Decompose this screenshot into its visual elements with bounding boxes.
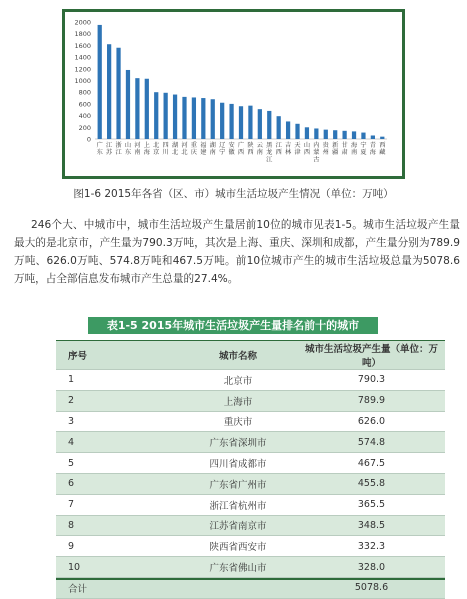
city-cell: 四川省成都市 <box>178 453 298 474</box>
y-tick-label: 2000 <box>74 18 91 27</box>
rank-cell: 4 <box>56 432 178 453</box>
x-tick-label: 江 <box>106 142 113 149</box>
x-tick-label: 山 <box>124 142 132 149</box>
bar <box>229 104 233 139</box>
body-paragraph: 246个大、中城市中，城市生活垃圾产生量居前10位的城市见表1-5。城市生活垃圾产生量最大的是北京市，产生量为790.3万吨，其次是上海、重庆、深圳和成都，产生量分别为789.9万吨、626.0万吨、574.8万吨和467.5万吨。前10位城市产生的城市生活垃圾总量为5078.6万吨，占全部信息发布城市产生总量的27.4%。 <box>14 219 460 285</box>
y-tick-label: 1200 <box>74 65 91 74</box>
y-tick-label: 1600 <box>74 41 91 50</box>
table-row <box>56 557 445 578</box>
bar <box>164 93 168 139</box>
table-total-row <box>56 577 445 598</box>
x-tick-label: 新 <box>332 142 339 149</box>
amount-cell: 332.3 <box>298 536 445 557</box>
rank-cell: 6 <box>56 473 178 494</box>
bar <box>248 106 252 139</box>
city-cell: 广东省广州市 <box>178 473 298 494</box>
city-cell: 重庆市 <box>178 411 298 432</box>
x-tick-label: 南 <box>256 149 263 157</box>
bar <box>116 48 120 139</box>
x-tick-label: 贵 <box>322 142 329 149</box>
x-tick-label: 川 <box>162 149 169 157</box>
bar <box>239 106 243 139</box>
x-tick-label: 庆 <box>190 149 197 157</box>
header-rank: 序号 <box>56 341 178 370</box>
amount-cell: 328.0 <box>298 557 445 578</box>
bar <box>126 70 130 139</box>
city-cell: 江苏省南京市 <box>178 515 298 536</box>
y-tick-label: 0 <box>86 135 91 144</box>
x-tick-label: 河 <box>181 142 188 149</box>
bar <box>267 111 271 139</box>
x-tick-label: 建 <box>200 149 207 157</box>
x-tick-label: 海 <box>350 142 358 149</box>
bar <box>107 44 111 139</box>
amount-cell: 626.0 <box>298 411 445 432</box>
bar <box>173 95 177 139</box>
bar <box>135 78 139 139</box>
bar <box>371 135 375 139</box>
bar <box>286 121 290 139</box>
city-cell: 北京市 <box>178 370 298 391</box>
bar <box>201 98 205 139</box>
x-tick-label: 苏 <box>106 149 113 157</box>
y-tick-label: 200 <box>78 123 91 132</box>
x-tick-label: 津 <box>294 149 301 157</box>
x-tick-label: 南 <box>209 149 216 157</box>
x-tick-label: 西 <box>303 149 311 157</box>
amount-cell: 789.9 <box>298 390 445 411</box>
x-tick-label: 古 <box>313 156 320 164</box>
x-tick-label: 海 <box>143 149 150 157</box>
header-amount: 城市生活垃圾产生量（单位：万吨） <box>298 341 445 370</box>
amount-cell: 348.5 <box>298 515 445 536</box>
bar <box>380 137 384 139</box>
x-tick-label: 河 <box>134 142 141 149</box>
bar <box>258 109 262 139</box>
city-cell: 广东省深圳市 <box>178 432 298 453</box>
bar-chart-svg <box>65 12 402 176</box>
x-tick-label: 西 <box>275 149 282 157</box>
x-tick-label: 肃 <box>341 149 348 157</box>
amount-cell: 574.8 <box>298 432 445 453</box>
x-tick-label: 北 <box>181 149 188 157</box>
x-tick-label: 上 <box>143 142 150 149</box>
x-tick-label: 黑 <box>266 142 273 149</box>
bar <box>333 130 337 139</box>
x-tick-label: 藏 <box>379 149 386 157</box>
y-tick-label: 1400 <box>74 53 91 62</box>
rank-cell: 7 <box>56 494 178 515</box>
bar <box>342 131 346 139</box>
city-cell: 上海市 <box>178 390 298 411</box>
table-bottom-rule <box>56 578 445 580</box>
table-row <box>56 411 445 432</box>
x-tick-label: 天 <box>294 142 301 149</box>
bar <box>361 133 365 139</box>
x-tick-label: 徽 <box>228 149 235 157</box>
x-tick-label: 江 <box>266 156 273 164</box>
x-tick-label: 州 <box>322 149 329 157</box>
table-row <box>56 473 445 494</box>
bar-chart <box>62 9 405 179</box>
table-row <box>56 432 445 453</box>
x-tick-label: 浙 <box>115 142 122 149</box>
x-tick-label: 内 <box>313 142 320 149</box>
y-tick-label: 600 <box>78 100 91 109</box>
amount-cell: 467.5 <box>298 453 445 474</box>
rank-cell: 5 <box>56 453 178 474</box>
city-cell: 浙江省杭州市 <box>178 494 298 515</box>
bar <box>277 116 281 139</box>
table-row <box>56 453 445 474</box>
x-tick-label: 疆 <box>332 149 339 157</box>
rank-cell: 10 <box>56 557 178 578</box>
x-tick-label: 夏 <box>360 149 367 157</box>
bar <box>220 103 224 139</box>
x-tick-label: 京 <box>153 149 160 157</box>
x-tick-label: 江 <box>115 149 122 157</box>
table-row <box>56 494 445 515</box>
x-tick-label: 山 <box>303 142 311 149</box>
amount-cell: 365.5 <box>298 494 445 515</box>
x-tick-label: 湖 <box>209 142 216 149</box>
bar <box>314 128 318 139</box>
table-row <box>56 370 445 391</box>
bar <box>352 131 356 139</box>
y-tick-label: 1800 <box>74 30 91 39</box>
x-tick-label: 南 <box>134 149 141 157</box>
x-tick-label: 湖 <box>171 142 179 149</box>
x-tick-label: 宁 <box>219 149 226 157</box>
x-tick-label: 陕 <box>247 142 254 149</box>
amount-cell: 790.3 <box>298 370 445 391</box>
x-tick-label: 海 <box>369 149 376 157</box>
x-tick-label: 广 <box>237 142 245 149</box>
bar <box>145 79 149 139</box>
city-cell: 广东省佛山市 <box>178 557 298 578</box>
x-tick-label: 北 <box>153 142 160 149</box>
x-tick-label: 蒙 <box>313 149 320 157</box>
x-tick-label: 青 <box>369 142 376 149</box>
x-tick-label: 云 <box>256 142 263 149</box>
x-tick-label: 东 <box>124 149 132 157</box>
table-title: 表1-5 2015年城市生活垃圾产生量排名前十的城市 <box>88 317 378 334</box>
bar <box>98 25 102 139</box>
x-tick-label: 龙 <box>266 149 273 157</box>
x-tick-label: 北 <box>171 149 179 157</box>
x-tick-label: 吉 <box>285 142 292 149</box>
x-tick-label: 宁 <box>360 142 367 149</box>
x-tick-label: 江 <box>275 142 282 149</box>
x-tick-label: 福 <box>200 142 207 149</box>
bar <box>211 99 215 139</box>
rank-cell: 8 <box>56 515 178 536</box>
rank-cell: 2 <box>56 390 178 411</box>
y-tick-label: 400 <box>78 112 91 121</box>
x-tick-label: 西 <box>237 149 245 157</box>
rank-cell: 9 <box>56 536 178 557</box>
x-tick-label: 辽 <box>219 142 226 149</box>
x-tick-label: 西 <box>247 149 254 157</box>
x-tick-label: 南 <box>350 149 358 157</box>
table-row <box>56 536 445 557</box>
bar <box>182 97 186 139</box>
x-tick-label: 重 <box>190 142 197 149</box>
bar <box>295 124 299 139</box>
bar <box>324 130 328 139</box>
x-tick-label: 安 <box>228 142 235 149</box>
table-header-row <box>56 341 445 370</box>
x-tick-label: 东 <box>96 149 103 157</box>
y-tick-label: 800 <box>78 88 91 97</box>
ranking-table <box>56 341 445 599</box>
x-tick-label: 广 <box>96 142 103 149</box>
amount-cell: 455.8 <box>298 473 445 494</box>
bar <box>154 92 158 139</box>
total-blank-cell <box>178 577 298 598</box>
x-tick-label: 林 <box>285 149 292 157</box>
figure-caption: 图1-6 2015年各省（区、市）城市生活垃圾产生情况（单位：万吨） <box>73 188 394 200</box>
bar <box>192 97 196 139</box>
x-tick-label: 西 <box>379 142 386 149</box>
x-tick-label: 甘 <box>341 142 348 149</box>
city-cell: 陕西省西安市 <box>178 536 298 557</box>
total-label-cell: 合计 <box>56 577 178 598</box>
bar <box>305 127 309 139</box>
rank-cell: 1 <box>56 370 178 391</box>
rank-cell: 3 <box>56 411 178 432</box>
header-city: 城市名称 <box>178 341 298 370</box>
table-row <box>56 515 445 536</box>
y-tick-label: 1000 <box>74 77 91 85</box>
x-tick-label: 四 <box>162 142 169 149</box>
total-amount-cell: 5078.6 <box>298 577 445 598</box>
table-row <box>56 390 445 411</box>
